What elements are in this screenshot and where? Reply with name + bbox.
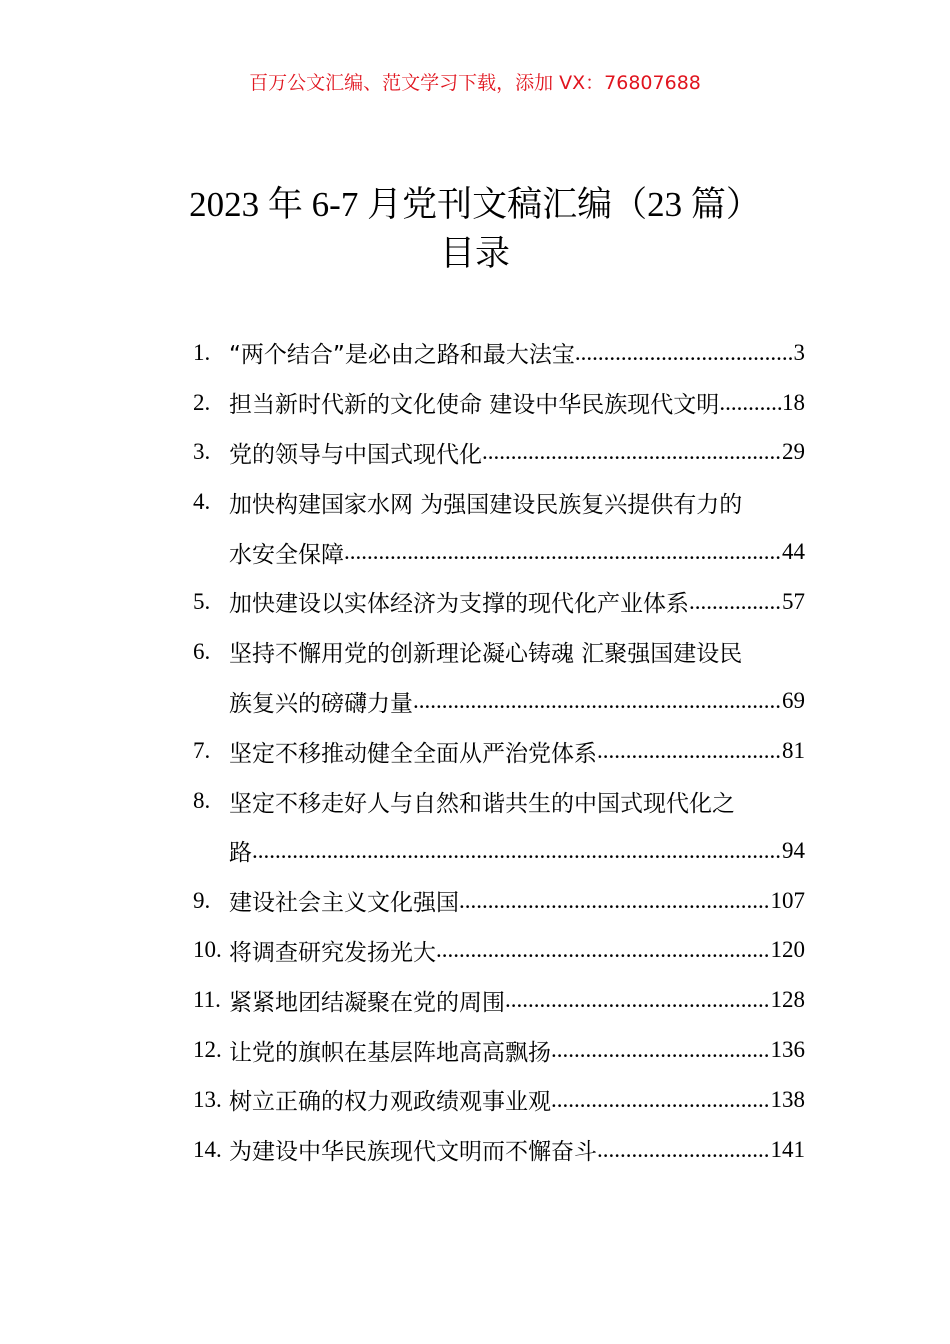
toc-entry-4[interactable] xyxy=(193,477,805,527)
toc-entry-6[interactable] xyxy=(193,627,805,677)
toc-entry-page: 81 xyxy=(782,738,805,764)
toc-entry-number: 11. xyxy=(193,987,221,1013)
toc-entry-11[interactable] xyxy=(193,975,805,1025)
toc-entry-title: 坚定不移走好人与自然和谐共生的中国式现代化之 xyxy=(229,790,735,817)
toc-entry-page: 120 xyxy=(770,937,805,963)
toc-entry-page: 107 xyxy=(770,887,805,913)
toc-entry-title: 党的领导与中国式现代化 xyxy=(229,441,482,468)
toc-entry-page: 57 xyxy=(782,588,805,614)
toc-entry-5[interactable] xyxy=(193,577,805,627)
dot-leader xyxy=(413,688,782,714)
toc-entry-page: 128 xyxy=(770,987,805,1013)
toc-entry-page: 3 xyxy=(793,339,805,365)
toc-entry-page: 94 xyxy=(782,837,805,863)
table-of-contents xyxy=(193,328,805,1175)
toc-entry-number: 8. xyxy=(193,788,211,814)
dot-leader xyxy=(482,439,782,465)
toc-entry-title: 紧紧地团结凝聚在党的周围 xyxy=(229,989,505,1016)
toc-entry-page: 136 xyxy=(770,1037,805,1063)
dot-leader xyxy=(551,1087,771,1113)
toc-entry-page: 29 xyxy=(782,439,805,465)
document-title: 2023 年 6-7 月党刊文稿汇编（23 篇） xyxy=(189,185,761,224)
toc-entry-title: 加快构建国家水网 为强国建设民族复兴提供有力的 xyxy=(229,491,743,518)
toc-entry-page: 44 xyxy=(782,539,805,565)
toc-entry-title: 让党的旗帜在基层阵地高高飘扬 xyxy=(229,1039,551,1066)
toc-entry-number: 7. xyxy=(193,738,211,764)
dot-leader xyxy=(459,888,771,914)
dot-leader xyxy=(597,1137,771,1163)
toc-entry-9[interactable] xyxy=(193,876,805,926)
toc-entry-number: 9. xyxy=(193,887,211,913)
toc-entry-number: 10. xyxy=(193,937,222,963)
toc-entry-title-continued: 族复兴的磅礴力量 xyxy=(229,690,413,717)
toc-entry-title: 树立正确的权力观政绩观事业观 xyxy=(229,1089,551,1116)
dot-leader xyxy=(551,1037,771,1063)
toc-entry-number: 13. xyxy=(193,1086,222,1112)
toc-entry-number: 12. xyxy=(193,1037,222,1063)
toc-entry-number: 14. xyxy=(193,1136,222,1162)
toc-entry-12[interactable] xyxy=(193,1025,805,1075)
toc-entry-title: 加快建设以实体经济为支撑的现代化产业体系 xyxy=(229,591,689,618)
toc-entry-title: 担当新时代新的文化使命 建设中华民族现代文明 xyxy=(229,392,720,419)
toc-entry-title: 建设社会主义文化强国 xyxy=(229,890,459,917)
toc-entry-10[interactable] xyxy=(193,926,805,976)
toc-entry-13[interactable] xyxy=(193,1075,805,1125)
toc-entry-title: 坚定不移推动健全全面从严治党体系 xyxy=(229,740,597,767)
toc-entry-page: 141 xyxy=(770,1136,805,1162)
toc-entry-4-continued[interactable] xyxy=(193,527,805,577)
dot-leader xyxy=(689,589,782,615)
toc-entry-title: 为建设中华民族现代文明而不懈奋斗 xyxy=(229,1139,597,1166)
toc-entry-14[interactable] xyxy=(193,1125,805,1175)
toc-entry-8-continued[interactable] xyxy=(193,826,805,876)
toc-entry-1[interactable] xyxy=(193,328,805,378)
toc-entry-number: 3. xyxy=(193,439,211,465)
toc-entry-3[interactable] xyxy=(193,428,805,478)
toc-entry-page: 69 xyxy=(782,688,805,714)
dot-leader xyxy=(252,838,782,864)
toc-entry-title: “两个结合”是必由之路和最大法宝 xyxy=(229,342,575,369)
toc-entry-title-continued: 路 xyxy=(229,840,252,867)
toc-entry-title-continued: 水安全保障 xyxy=(229,541,344,568)
toc-entry-number: 1. xyxy=(193,339,211,365)
toc-entry-number: 4. xyxy=(193,489,211,515)
toc-entry-8[interactable] xyxy=(193,776,805,826)
toc-entry-number: 2. xyxy=(193,389,211,415)
toc-entry-title: 将调查研究发扬光大 xyxy=(229,939,436,966)
dot-leader xyxy=(575,340,794,366)
toc-entry-page: 18 xyxy=(782,389,805,415)
dot-leader xyxy=(597,738,782,764)
dot-leader xyxy=(436,937,771,963)
toc-entry-number: 5. xyxy=(193,588,211,614)
watermark-header-note: 百万公文汇编、范文学习下载，添加 VX：76807688 xyxy=(249,72,701,94)
toc-heading: 目录 xyxy=(439,234,510,274)
toc-entry-number: 6. xyxy=(193,638,211,664)
toc-entry-7[interactable] xyxy=(193,726,805,776)
dot-leader xyxy=(505,987,771,1013)
dot-leader xyxy=(344,539,782,565)
toc-entry-page: 138 xyxy=(770,1086,805,1112)
toc-entry-6-continued[interactable] xyxy=(193,677,805,727)
toc-entry-2[interactable] xyxy=(193,378,805,428)
dot-leader xyxy=(719,390,782,416)
toc-entry-title: 坚持不懈用党的创新理论凝心铸魂 汇聚强国建设民 xyxy=(229,641,743,668)
